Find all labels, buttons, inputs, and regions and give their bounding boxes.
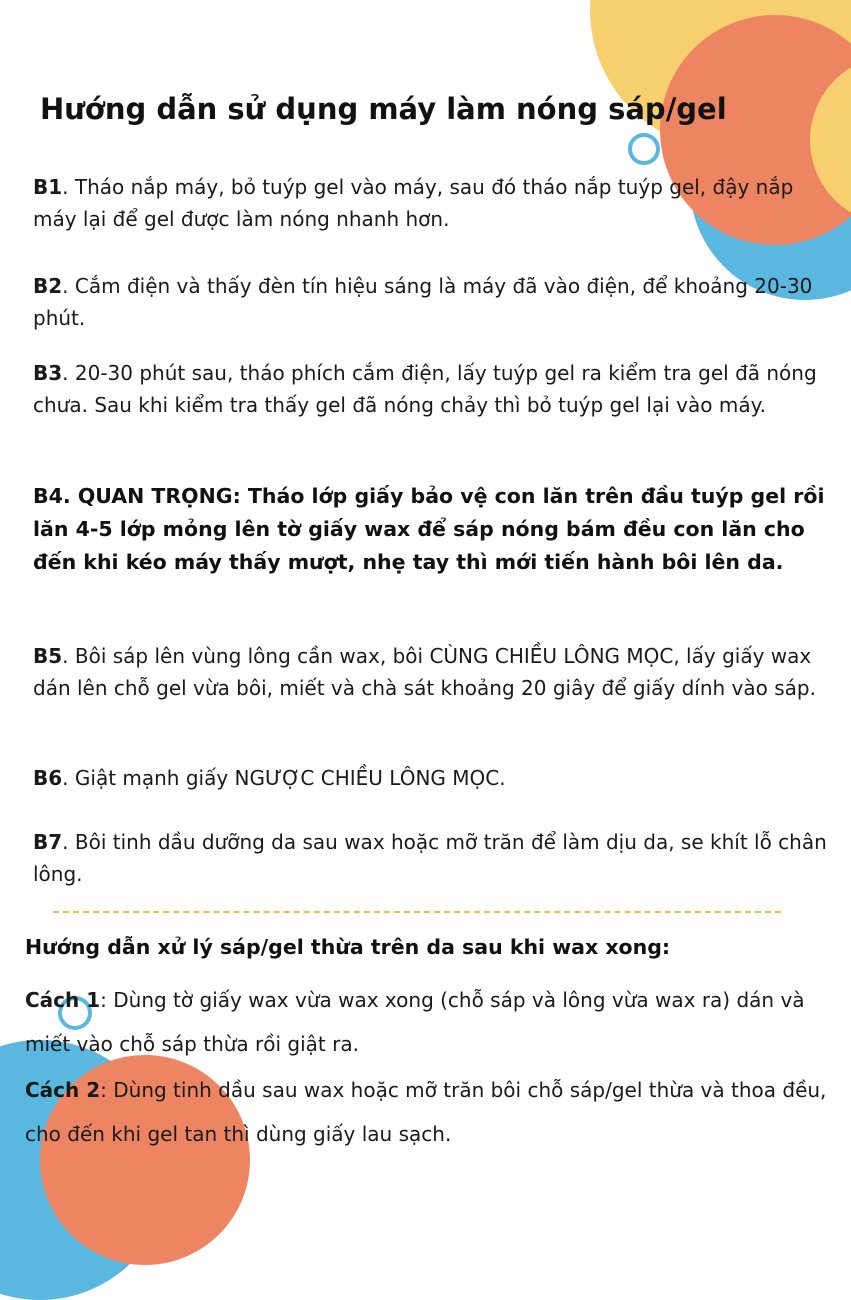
- step-4-important: B4. QUAN TRỌNG: Tháo lớp giấy bảo vệ con lăn trên đầu tuýp gel rồi lăn 4-5 lớp mỏng lên tờ giấy wax để sáp nóng bám đều con lăn cho đến khi kéo máy thấy mượt, nhẹ tay thì mới tiến hành bôi lên da.: [33, 484, 825, 574]
- step-6: [33, 763, 833, 795]
- step-label: B5: [33, 644, 63, 668]
- step-1: [33, 172, 833, 235]
- step-text: . Bôi sáp lên vùng lông cần wax, bôi CÙNG CHIỀU LÔNG MỌC, lấy giấy wax dán lên chỗ gel vừa bôi, miết và chà sát khoảng 20 giây để giấy dính vào sáp.: [33, 644, 816, 700]
- step-label: B3: [33, 361, 63, 385]
- step-5: [33, 641, 833, 704]
- step-text: . Giật mạnh giấy NGƯỢC CHIỀU LÔNG MỌC.: [62, 766, 506, 790]
- method-1: [25, 978, 835, 1066]
- step-label: B6: [33, 766, 63, 790]
- step-7: [33, 827, 833, 890]
- step-label: B1: [33, 175, 63, 199]
- step-2: [33, 271, 833, 334]
- step-text: . Tháo nắp máy, bỏ tuýp gel vào máy, sau đó tháo nắp tuýp gel, đậy nắp máy lại để gel được làm nóng nhanh hơn.: [33, 175, 794, 231]
- method-text: : Dùng tờ giấy wax vừa wax xong (chỗ sáp và lông vừa wax ra) dán và miết vào chỗ sáp thừa rồi giật ra.: [25, 988, 805, 1056]
- method-text: : Dùng tinh dầu sau wax hoặc mỡ trăn bôi chỗ sáp/gel thừa và thoa đều, cho đến khi gel tan thì dùng giấy lau sạch.: [25, 1078, 827, 1146]
- section-title: Hướng dẫn xử lý sáp/gel thừa trên da sau khi wax xong:: [25, 935, 671, 959]
- step-text: . Bôi tinh dầu dưỡng da sau wax hoặc mỡ trăn để làm dịu da, se khít lỗ chân lông.: [33, 830, 827, 886]
- step-text: . 20-30 phút sau, tháo phích cắm điện, lấy tuýp gel ra kiểm tra gel đã nóng chưa. Sau khi kiểm tra thấy gel đã nóng chảy thì bỏ tuýp gel lại vào máy.: [33, 361, 817, 417]
- method-2: [25, 1068, 835, 1156]
- method-label: Cách 2: [25, 1078, 101, 1102]
- step-label: B7: [33, 830, 63, 854]
- page-title: Hướng dẫn sử dụng máy làm nóng sáp/gel: [40, 92, 727, 126]
- step-3: [33, 358, 833, 421]
- step-text: . Cắm điện và thấy đèn tín hiệu sáng là máy đã vào điện, để khoảng 20-30 phút.: [33, 274, 813, 330]
- method-label: Cách 1: [25, 988, 101, 1012]
- dashed-divider: [53, 911, 781, 913]
- step-label: B2: [33, 274, 63, 298]
